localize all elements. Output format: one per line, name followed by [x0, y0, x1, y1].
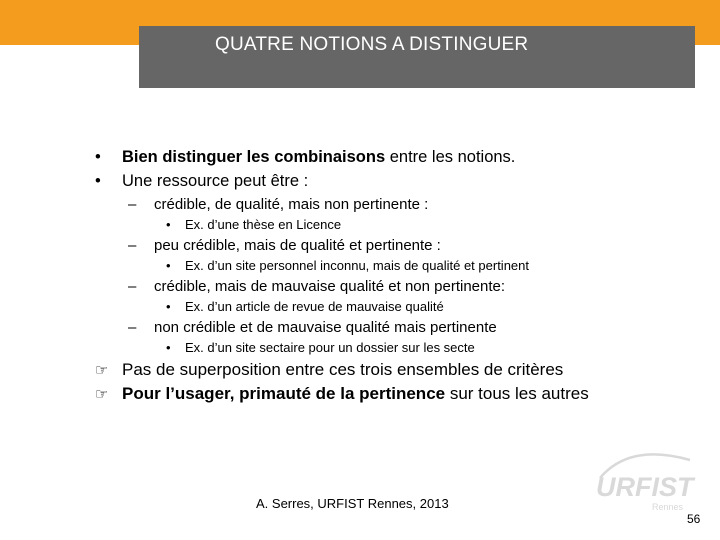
example-text: Ex. d’un site sectaire pour un dossier sur les secte	[185, 340, 475, 355]
logo-subtext: Rennes	[652, 502, 684, 512]
sub-item-text: peu crédible, mais de qualité et pertinente :	[154, 237, 441, 254]
example-2	[166, 258, 529, 273]
sub-item-1	[128, 196, 428, 213]
bullet-combinations	[95, 148, 515, 167]
sub-item-text: crédible, mais de mauvaise qualité et non pertinente:	[154, 278, 506, 295]
sub-item-2	[128, 237, 441, 254]
title-box	[139, 26, 695, 88]
bullet-marker: •	[166, 217, 171, 232]
example-text: Ex. d’un site personnel inconnu, mais de qualité et pertinent	[185, 258, 529, 273]
point-no-overlap-text: Pas de superposition entre ces trois ensembles de critères	[122, 360, 564, 379]
point-user-rest: sur tous les autres	[445, 384, 589, 403]
bullet-combinations-rest: entre les notions.	[385, 148, 516, 166]
bullet-combinations-bold: Bien distinguer les combinaisons	[122, 148, 386, 166]
logo-text: URFIST	[596, 472, 694, 502]
page-number: 56	[687, 512, 701, 526]
bullet-marker: •	[95, 172, 101, 190]
bullet-marker: •	[166, 258, 171, 273]
pointing-hand-icon: ☞	[95, 386, 109, 403]
sub-item-4	[128, 319, 497, 336]
example-text: Ex. d’une thèse en Licence	[185, 217, 342, 232]
point-user	[95, 384, 589, 404]
dash-marker: –	[128, 196, 137, 213]
dash-marker: –	[128, 278, 137, 295]
point-no-overlap	[95, 360, 563, 380]
sub-item-text: crédible, de qualité, mais non pertinente :	[154, 196, 429, 213]
footer-credit: A. Serres, URFIST Rennes, 2013	[256, 496, 449, 511]
example-1	[166, 217, 341, 232]
pointing-hand-icon: ☞	[95, 362, 109, 379]
point-user-bold: Pour l’usager, primauté de la pertinence	[122, 384, 446, 403]
urfist-logo	[592, 448, 700, 526]
bullet-marker: •	[95, 148, 101, 166]
bullet-resource-text: Une ressource peut être :	[122, 172, 309, 190]
sub-item-3	[128, 278, 505, 295]
bullet-marker: •	[166, 340, 171, 355]
bullet-resource	[95, 172, 308, 191]
sub-item-text: non crédible et de mauvaise qualité mais pertinente	[154, 319, 497, 336]
dash-marker: –	[128, 237, 137, 254]
example-text: Ex. d’un article de revue de mauvaise qualité	[185, 299, 444, 314]
slide-title: QUATRE NOTIONS A DISTINGUER	[215, 34, 529, 55]
bullet-marker: •	[166, 299, 171, 314]
example-3	[166, 299, 444, 314]
dash-marker: –	[128, 319, 137, 336]
example-4	[166, 340, 475, 355]
